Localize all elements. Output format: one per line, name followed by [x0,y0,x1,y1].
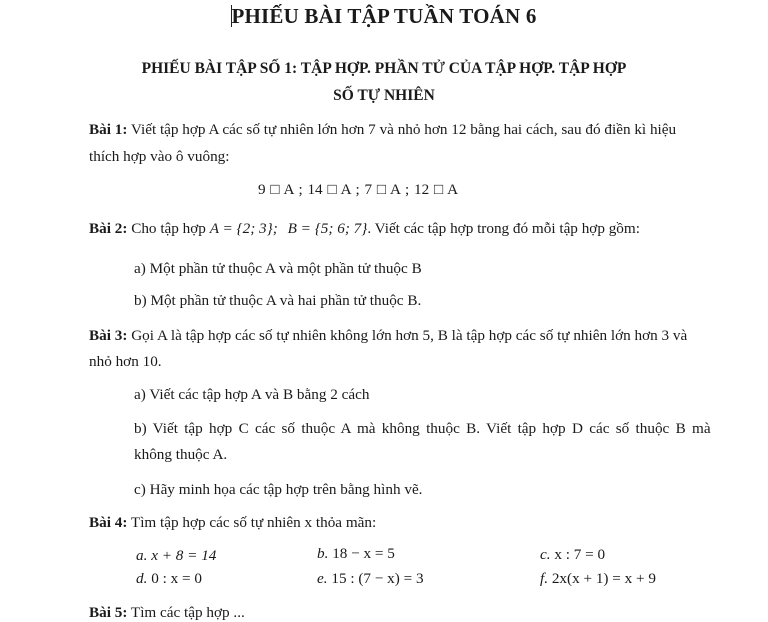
equation-b-label: b. [317,545,329,562]
equation-d-label: d. [136,570,148,587]
exercise-4-line [89,514,376,532]
equation-e-expr: 15 : (7 − x) = 3 [331,570,424,587]
set-a-definition: A = {2; 3}; [209,220,278,237]
exercise-1-text: Viết tập hợp A các số tự nhiên lớn hơn 7 và nhỏ hơn 12 bằng hai cách, sau đó điền kì hiệu [127,121,677,138]
equation-e [317,570,424,588]
worksheet-subtitle-line1: PHIẾU BÀI TẬP SỐ 1: TẬP HỢP. PHẦN TỬ CỦA TẬP HỢP. TẬP HỢP [141,60,627,77]
exercise-3-item-a: a) Viết các tập hợp A và B bằng 2 cách [134,386,370,403]
exercise-5-line [89,604,245,622]
exercise-2-item-a: a) Một phần tử thuộc A và một phần tử thuộc B [134,260,422,277]
equation-c-expr: x : 7 = 0 [554,546,606,563]
worksheet-subtitle-line2: SỐ TỰ NHIÊN [333,87,435,104]
exercise-2-prefix: Cho tập hợp [127,220,210,237]
equation-d [136,570,202,588]
exercise-1-blanks: 9 □ A ; 14 □ A ; 7 □ A ; 12 □ A [258,181,459,198]
equation-a-label: a. [136,547,148,564]
exercise-3-line2: nhỏ hơn 10. [89,353,162,370]
exercise-4-label: Bài 4: [89,514,128,531]
equation-c [540,546,605,564]
exercise-3-item-b-line2: không thuộc A. [134,446,228,463]
equation-a [136,547,216,565]
exercise-3-item-c: c) Hãy minh họa các tập hợp trên bằng hình vẽ. [134,481,423,498]
exercise-4-text: Tìm tập hợp các số tự nhiên x thỏa mãn: [127,514,377,531]
equation-f-label: f. [540,570,549,587]
exercise-1-label: Bài 1: [89,121,128,138]
exercise-2-line [89,220,640,238]
equation-b-expr: 18 − x = 5 [332,545,395,562]
exercise-3-label: Bài 3: [89,327,128,344]
exercise-1-line2: thích hợp vào ô vuông: [89,148,230,165]
equation-b [317,545,395,563]
exercise-2-label: Bài 2: [89,220,128,237]
exercise-2-item-b: b) Một phần tử thuộc A và hai phần tử thuộc B. [134,292,422,309]
exercise-3-text: Gọi A là tập hợp các số tự nhiên không lớn hơn 5, B là tập hợp các số tự nhiên lớn hơn 3 và [127,327,688,344]
equation-f-expr: 2x(x + 1) = x + 9 [551,570,656,587]
set-b-definition: B = {5; 6; 7} [287,220,368,237]
exercise-5-text: Tìm các tập hợp ... [127,604,245,621]
equation-a-expr: x + 8 = 14 [151,547,217,564]
equation-e-label: e. [317,570,328,587]
equation-c-label: c. [540,546,551,563]
document-title [0,4,768,29]
document-title-text: PHIẾU BÀI TẬP TUẦN TOÁN 6 [231,4,537,28]
exercise-3-item-b-line1: b) Viết tập hợp C các số thuộc A mà không thuộc B. Viết tập hợp D các số thuộc B mà [134,420,711,437]
equation-d-expr: 0 : x = 0 [151,570,202,587]
exercise-2-suffix: . Viết các tập hợp trong đó mỗi tập hợp gồm: [367,220,640,237]
exercise-5-label: Bài 5: [89,604,128,621]
exercise-3-line1 [89,327,687,345]
equation-f [540,570,656,588]
exercise-1-line1 [89,121,676,139]
